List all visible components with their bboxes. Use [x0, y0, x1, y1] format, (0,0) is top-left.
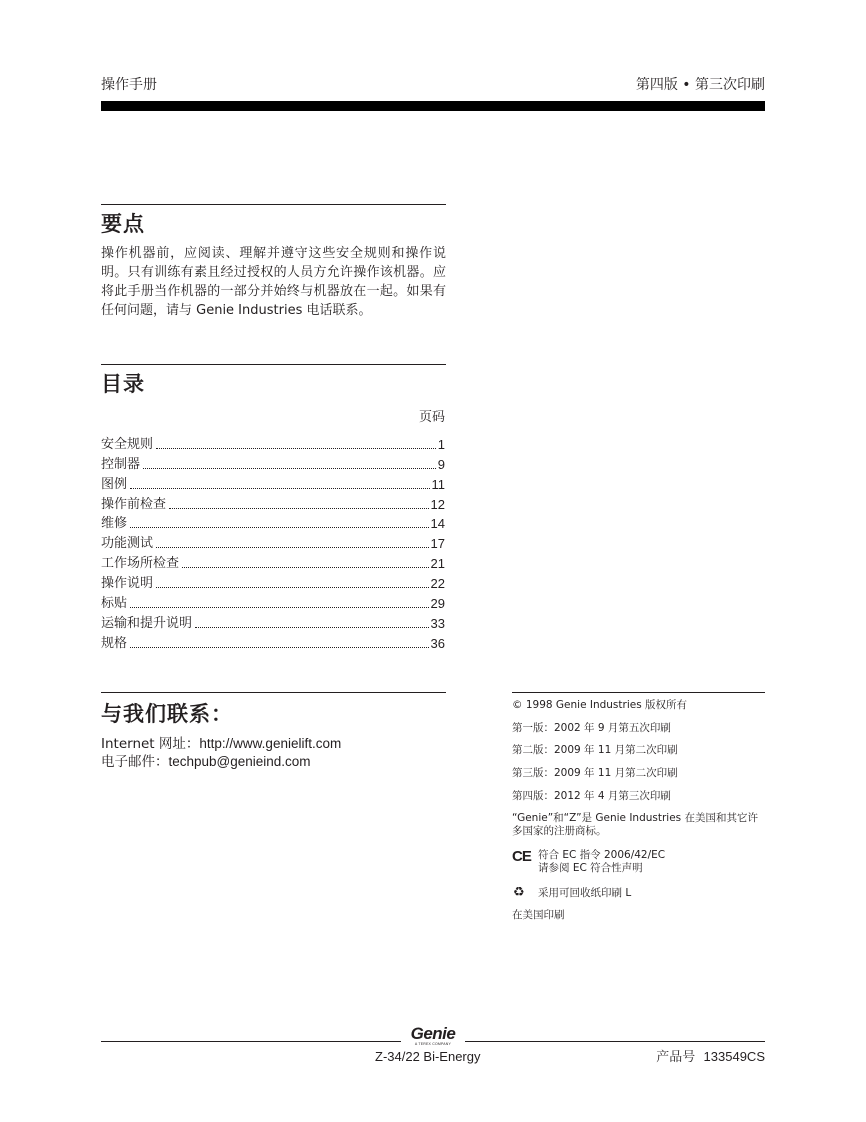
toc-item-label: 运输和提升说明: [101, 615, 193, 631]
toc-item-page: 12: [430, 496, 445, 512]
header-manual-title: 操作手册: [101, 77, 157, 93]
toc-item[interactable]: [101, 494, 445, 514]
toc-item-label: 图例: [101, 476, 128, 492]
intro-divider: [101, 204, 446, 205]
edition-line: 第二版：2009 年 11 月第二次印刷: [512, 744, 678, 756]
toc-leader: [143, 468, 436, 469]
website-link[interactable]: http://www.genielift.com: [199, 736, 342, 751]
toc-item-label: 规格: [101, 635, 128, 651]
toc-leader: [130, 647, 429, 648]
contact-block: [101, 735, 341, 771]
intro-body: 操作机器前，应阅读、理解并遵守这些安全规则和操作说明。只有训练有素且经过授权的人员方允许操作该机器。应将此手册当作机器的一部分并始终与机器放在一起。如果有任何问题，请与 Genie Industries 电话联系。: [101, 246, 446, 318]
contact-email-label: 电子邮件：: [101, 754, 169, 770]
header-edition: 第四版 • 第三次印刷: [635, 77, 765, 93]
footer-rule-right: [465, 1041, 765, 1042]
footer-part-number: 133549CS: [703, 1049, 765, 1064]
ce-line-2: 请参阅 EC 符合性声明: [538, 862, 643, 874]
copyright-divider: [512, 692, 765, 693]
toc-item-label: 操作前检查: [101, 496, 167, 512]
header-divider: [101, 101, 765, 111]
recycle-text: 采用可回收纸印刷 L: [538, 887, 632, 899]
toc-item-label: 维修: [101, 516, 128, 532]
contact-internet-label: Internet 网址：: [101, 736, 200, 752]
genie-logo: [405, 1025, 461, 1046]
edition-line: 第四版：2012 年 4 月第三次印刷: [512, 790, 671, 802]
footer-model-text: Z-34/22 Bi-Energy: [375, 1049, 481, 1064]
toc-item-label: 操作说明: [101, 576, 154, 592]
toc-item-page: 1: [437, 436, 445, 452]
toc-item-label: 功能测试: [101, 536, 154, 552]
toc-item-label: 标贴: [101, 596, 128, 612]
copyright-line: © 1998 Genie Industries 版权所有: [512, 699, 688, 711]
footer-model: [375, 1048, 481, 1066]
toc-leader: [130, 527, 429, 528]
toc-list: [101, 434, 445, 653]
toc-item-page: 21: [430, 556, 445, 572]
toc-item-page: 9: [437, 456, 445, 472]
genie-logo-text: Genie: [410, 1024, 456, 1043]
toc-item-label: 安全规则: [101, 436, 154, 452]
toc-item-page: 29: [430, 596, 445, 612]
toc-item[interactable]: [101, 553, 445, 573]
trademark-note: “Genie”和“Z”是 Genie Industries 在美国和其它许多国家的注册商标。: [512, 812, 758, 837]
toc-item[interactable]: [101, 533, 445, 553]
toc-page-header: 页码: [418, 410, 445, 425]
contact-divider: [101, 692, 446, 693]
toc-item-label: 工作场所检查: [101, 556, 180, 572]
email-link[interactable]: techpub@genieind.com: [168, 754, 311, 769]
contact-email-row: [101, 753, 341, 771]
toc-item[interactable]: [101, 514, 445, 534]
printed-in: 在美国印刷: [512, 909, 565, 921]
edition-line: 第一版：2002 年 9 月第五次印刷: [512, 722, 671, 734]
edition-line: 第三版：2009 年 11 月第二次印刷: [512, 767, 678, 779]
toc-item[interactable]: [101, 474, 445, 494]
toc-leader: [156, 587, 429, 588]
toc-title: 目录: [101, 372, 145, 396]
ce-line-1: 符合 EC 指令 2006/42/EC: [538, 849, 666, 861]
toc-item-label: 控制器: [101, 456, 141, 472]
toc-item[interactable]: [101, 434, 445, 454]
toc-leader: [169, 508, 429, 509]
toc-item[interactable]: [101, 633, 445, 653]
toc-leader: [156, 448, 436, 449]
toc-item-page: 22: [430, 576, 445, 592]
toc-leader: [130, 607, 429, 608]
contact-internet-row: [101, 735, 341, 753]
toc-leader: [195, 627, 429, 628]
toc-item[interactable]: [101, 454, 445, 474]
toc-item-page: 33: [430, 615, 445, 631]
toc-leader: [156, 547, 429, 548]
intro-title: 要点: [101, 212, 145, 236]
toc-item[interactable]: [101, 593, 445, 613]
footer-part-label: 产品号: [656, 1050, 696, 1065]
toc-item-page: 17: [430, 536, 445, 552]
toc-item[interactable]: [101, 613, 445, 633]
toc-item-page: 36: [430, 635, 445, 651]
toc-divider: [101, 364, 446, 365]
toc-item[interactable]: [101, 573, 445, 593]
recycle-icon: ♻: [513, 885, 525, 900]
toc-item-page: 11: [431, 476, 445, 492]
footer-rule-left: [101, 1041, 401, 1042]
toc-item-page: 14: [430, 516, 445, 532]
ce-mark-icon: CE: [512, 848, 531, 865]
contact-title: 与我们联系：: [101, 702, 233, 726]
toc-leader: [182, 567, 429, 568]
footer-part: [656, 1048, 765, 1066]
toc-leader: [130, 488, 429, 489]
genie-logo-subtitle: A TEREX COMPANY: [414, 1042, 452, 1046]
